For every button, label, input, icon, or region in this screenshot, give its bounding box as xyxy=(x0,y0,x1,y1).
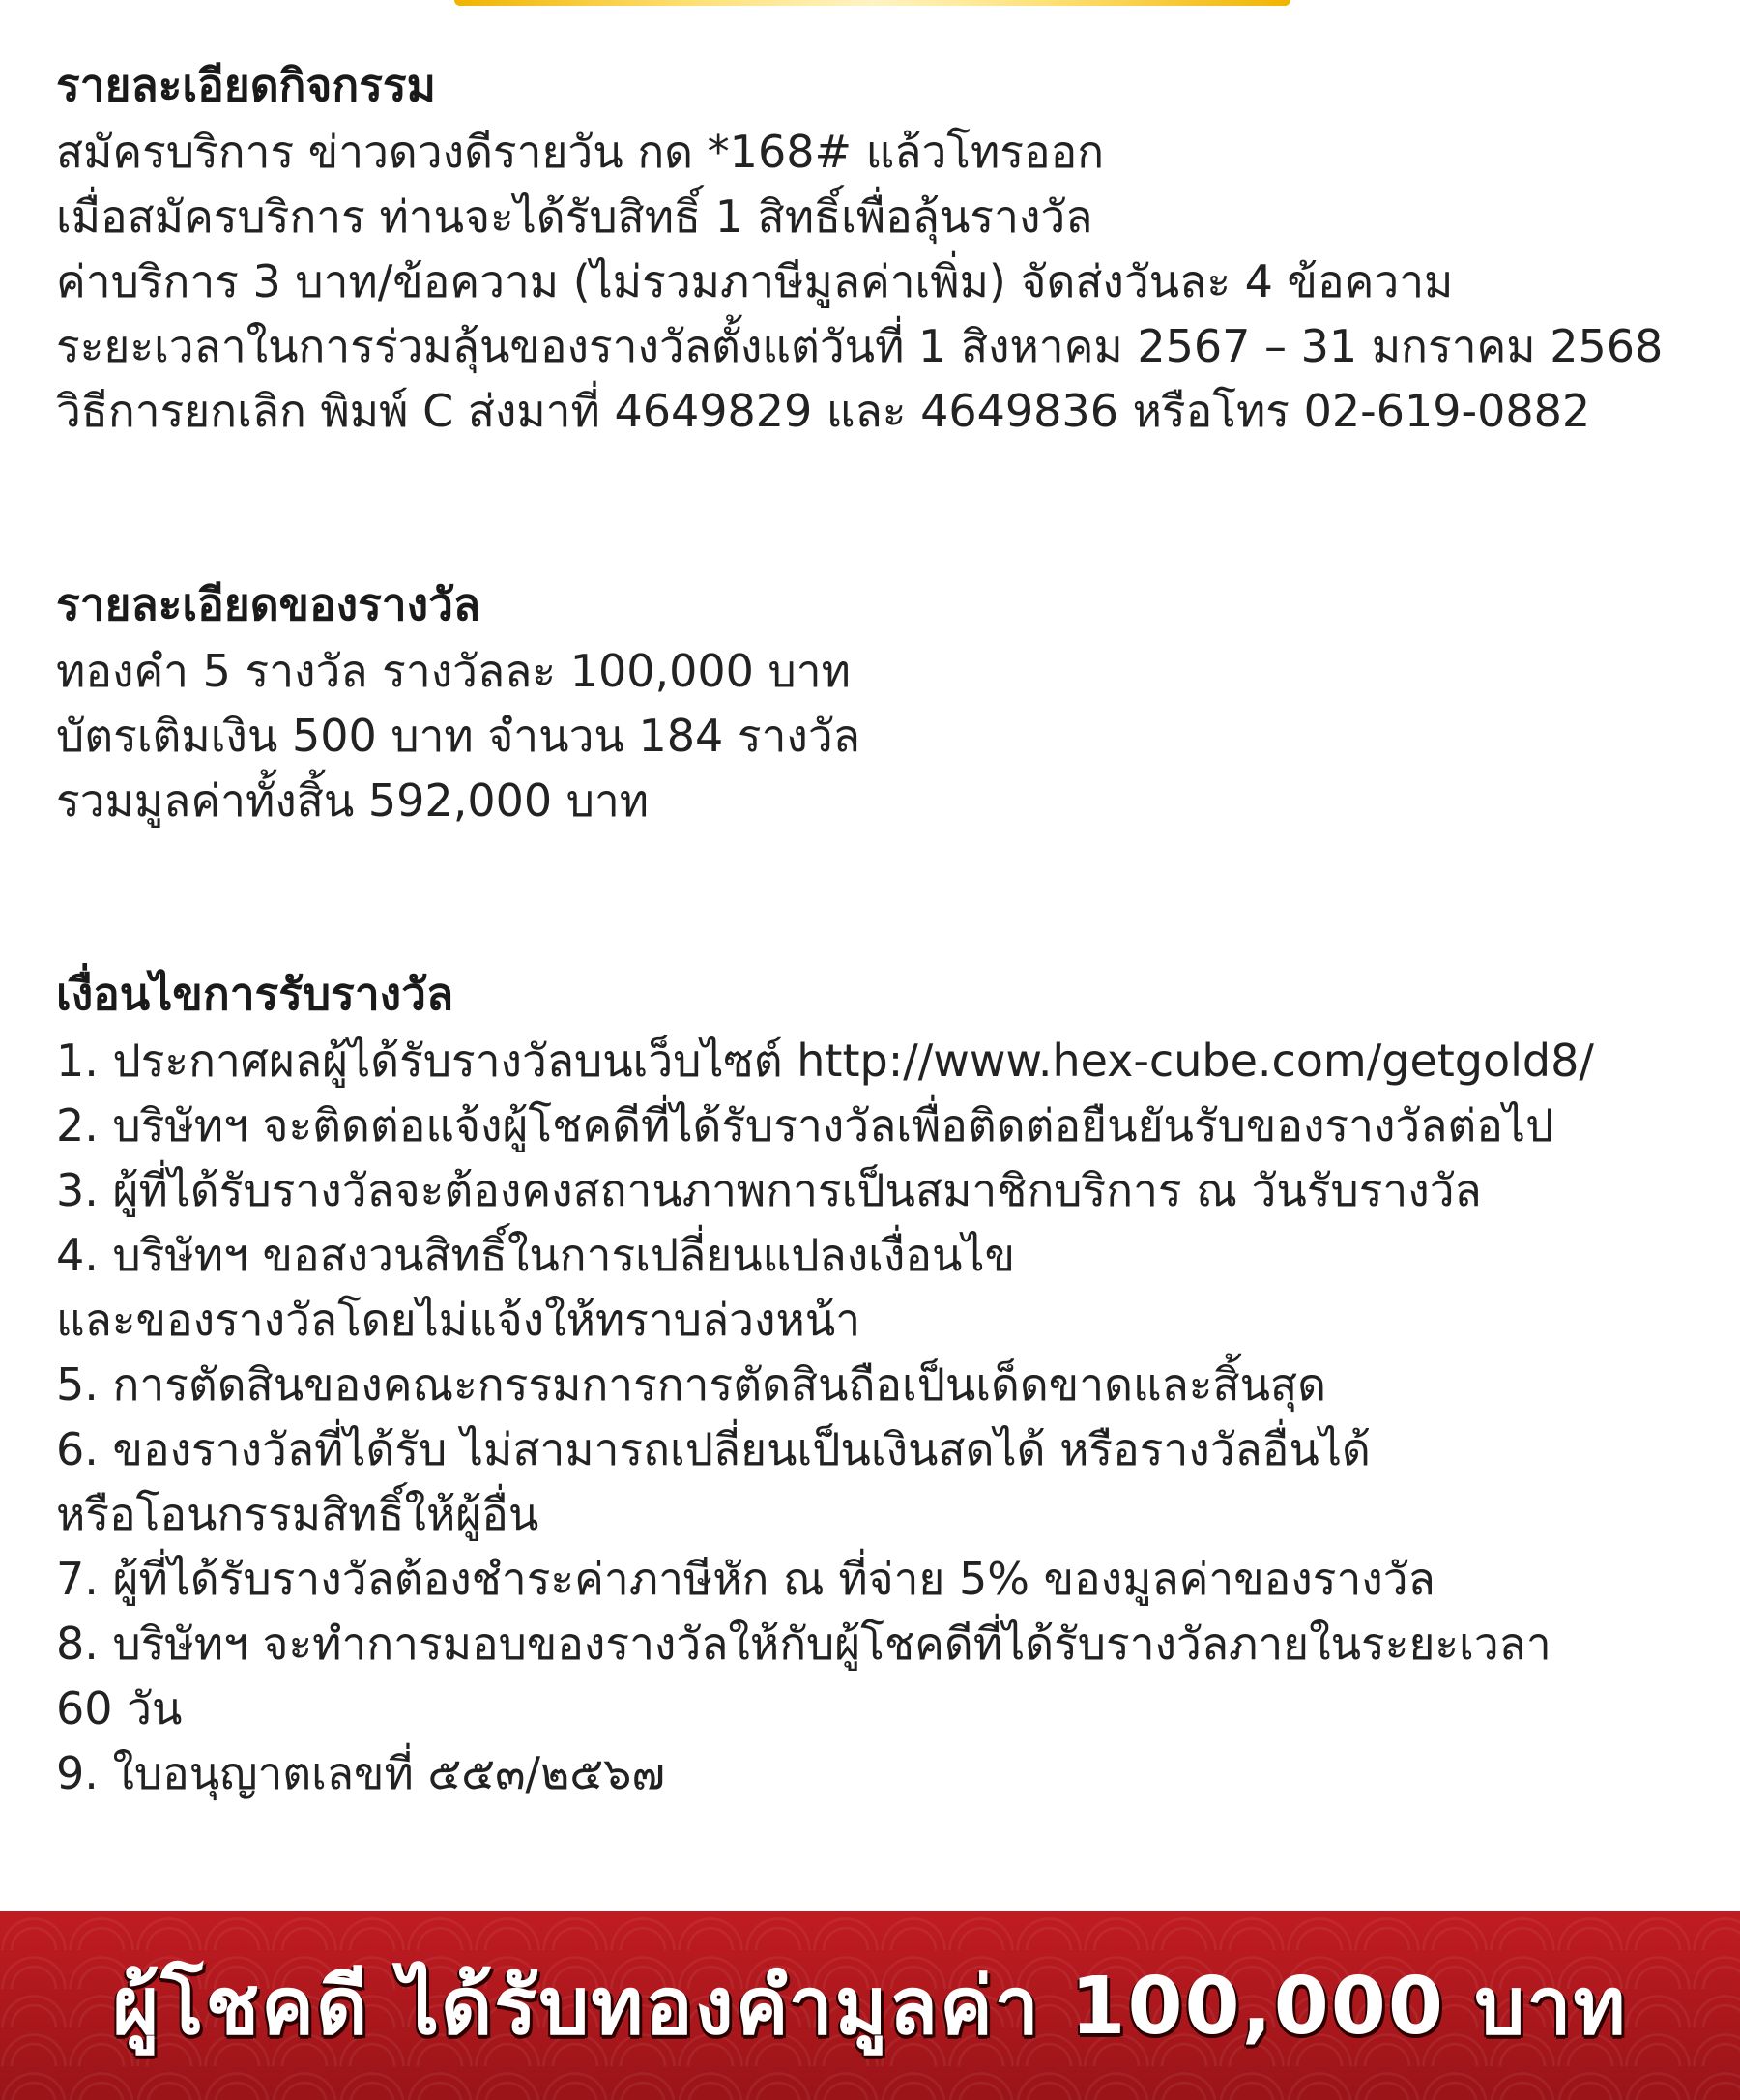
conditions-heading: เงื่อนไขการรับรางวัล xyxy=(56,968,454,1020)
condition-line: 8. บริษัทฯ จะทำการมอบของรางวัลให้กับผู้โชคดีที่ได้รับรางวัลภายในระยะเวลา xyxy=(56,1618,1552,1670)
activity-line: เมื่อสมัครบริการ ท่านจะได้รับสิทธิ์ 1 สิทธิ์เพื่อลุ้นรางวัล xyxy=(56,190,1093,243)
terms-content xyxy=(56,50,1699,1806)
activity-line: ค่าบริการ 3 บาท/ข้อความ (ไม่รวมภาษีมูลค่าเพิ่ม) จัดส่งวันละ 4 ข้อความ xyxy=(56,255,1454,307)
condition-line: 2. บริษัทฯ จะติดต่อแจ้งผู้โชคดีที่ได้รับรางวัลเพื่อติดต่อยืนยันรับของรางวัลต่อไป xyxy=(56,1099,1554,1152)
banner-text: ผู้โชคดี ได้รับทองคำมูลค่า 100,000 บาท xyxy=(112,1960,1628,2053)
condition-line: หรือโอนกรรมสิทธิ์ให้ผู้อื่น xyxy=(56,1488,539,1540)
prizes-heading: รายละเอียดของรางวัล xyxy=(56,578,481,630)
prizes-section xyxy=(56,569,1699,833)
condition-line: 1. ประกาศผลผู้ได้รับรางวัลบนเว็บไซต์ http://www.hex-cube.com/getgold8/ xyxy=(56,1035,1594,1087)
activity-line: วิธีการยกเลิก พิมพ์ C ส่งมาที่ 4649829 และ 4649836 หรือโทร 02-619-0882 xyxy=(56,385,1591,437)
activity-section xyxy=(56,50,1699,444)
condition-line: 5. การตัดสินของคณะกรรมการการตัดสินถือเป็นเด็ดขาดและสิ้นสุด xyxy=(56,1358,1326,1411)
condition-line: 6. ของรางวัลที่ได้รับ ไม่สามารถเปลี่ยนเป็นเงินสดได้ หรือรางวัลอื่นได้ xyxy=(56,1423,1371,1475)
condition-line: 7. ผู้ที่ได้รับรางวัลต้องชำระค่าภาษีหัก ณ ที่จ่าย 5% ของมูลค่าของรางวัล xyxy=(56,1553,1436,1605)
activity-heading: รายละเอียดกิจกรรม xyxy=(56,59,436,111)
prize-line: บัตรเติมเงิน 500 บาท จำนวน 184 รางวัล xyxy=(56,710,860,762)
prize-line: ทองคำ 5 รางวัล รางวัลละ 100,000 บาท xyxy=(56,645,851,697)
conditions-section xyxy=(56,959,1699,1806)
prize-banner xyxy=(0,1911,1740,2100)
condition-line: 3. ผู้ที่ได้รับรางวัลจะต้องคงสถานภาพการเป็นสมาชิกบริการ ณ วันรับรางวัล xyxy=(56,1164,1482,1216)
condition-line: และของรางวัลโดยไม่แจ้งให้ทราบล่วงหน้า xyxy=(56,1294,861,1346)
condition-line: 4. บริษัทฯ ขอสงวนสิทธิ์ในการเปลี่ยนแปลงเงื่อนไข xyxy=(56,1229,1016,1281)
prize-line: รวมมูลค่าทั้งสิ้น 592,000 บาท xyxy=(56,774,650,827)
activity-line: ระยะเวลาในการร่วมลุ้นของรางวัลตั้งแต่วันที่ 1 สิงหาคม 2567 – 31 มกราคม 2568 xyxy=(56,320,1664,372)
top-gold-strip xyxy=(454,0,1290,6)
activity-line: สมัครบริการ ข่าวดวงดีรายวัน กด *168# แล้วโทรออก xyxy=(56,126,1105,178)
condition-line: 9. ใบอนุญาตเลขที่ ๕๕๓/๒๕๖๗ xyxy=(56,1747,665,1799)
condition-line: 60 วัน xyxy=(56,1682,183,1735)
